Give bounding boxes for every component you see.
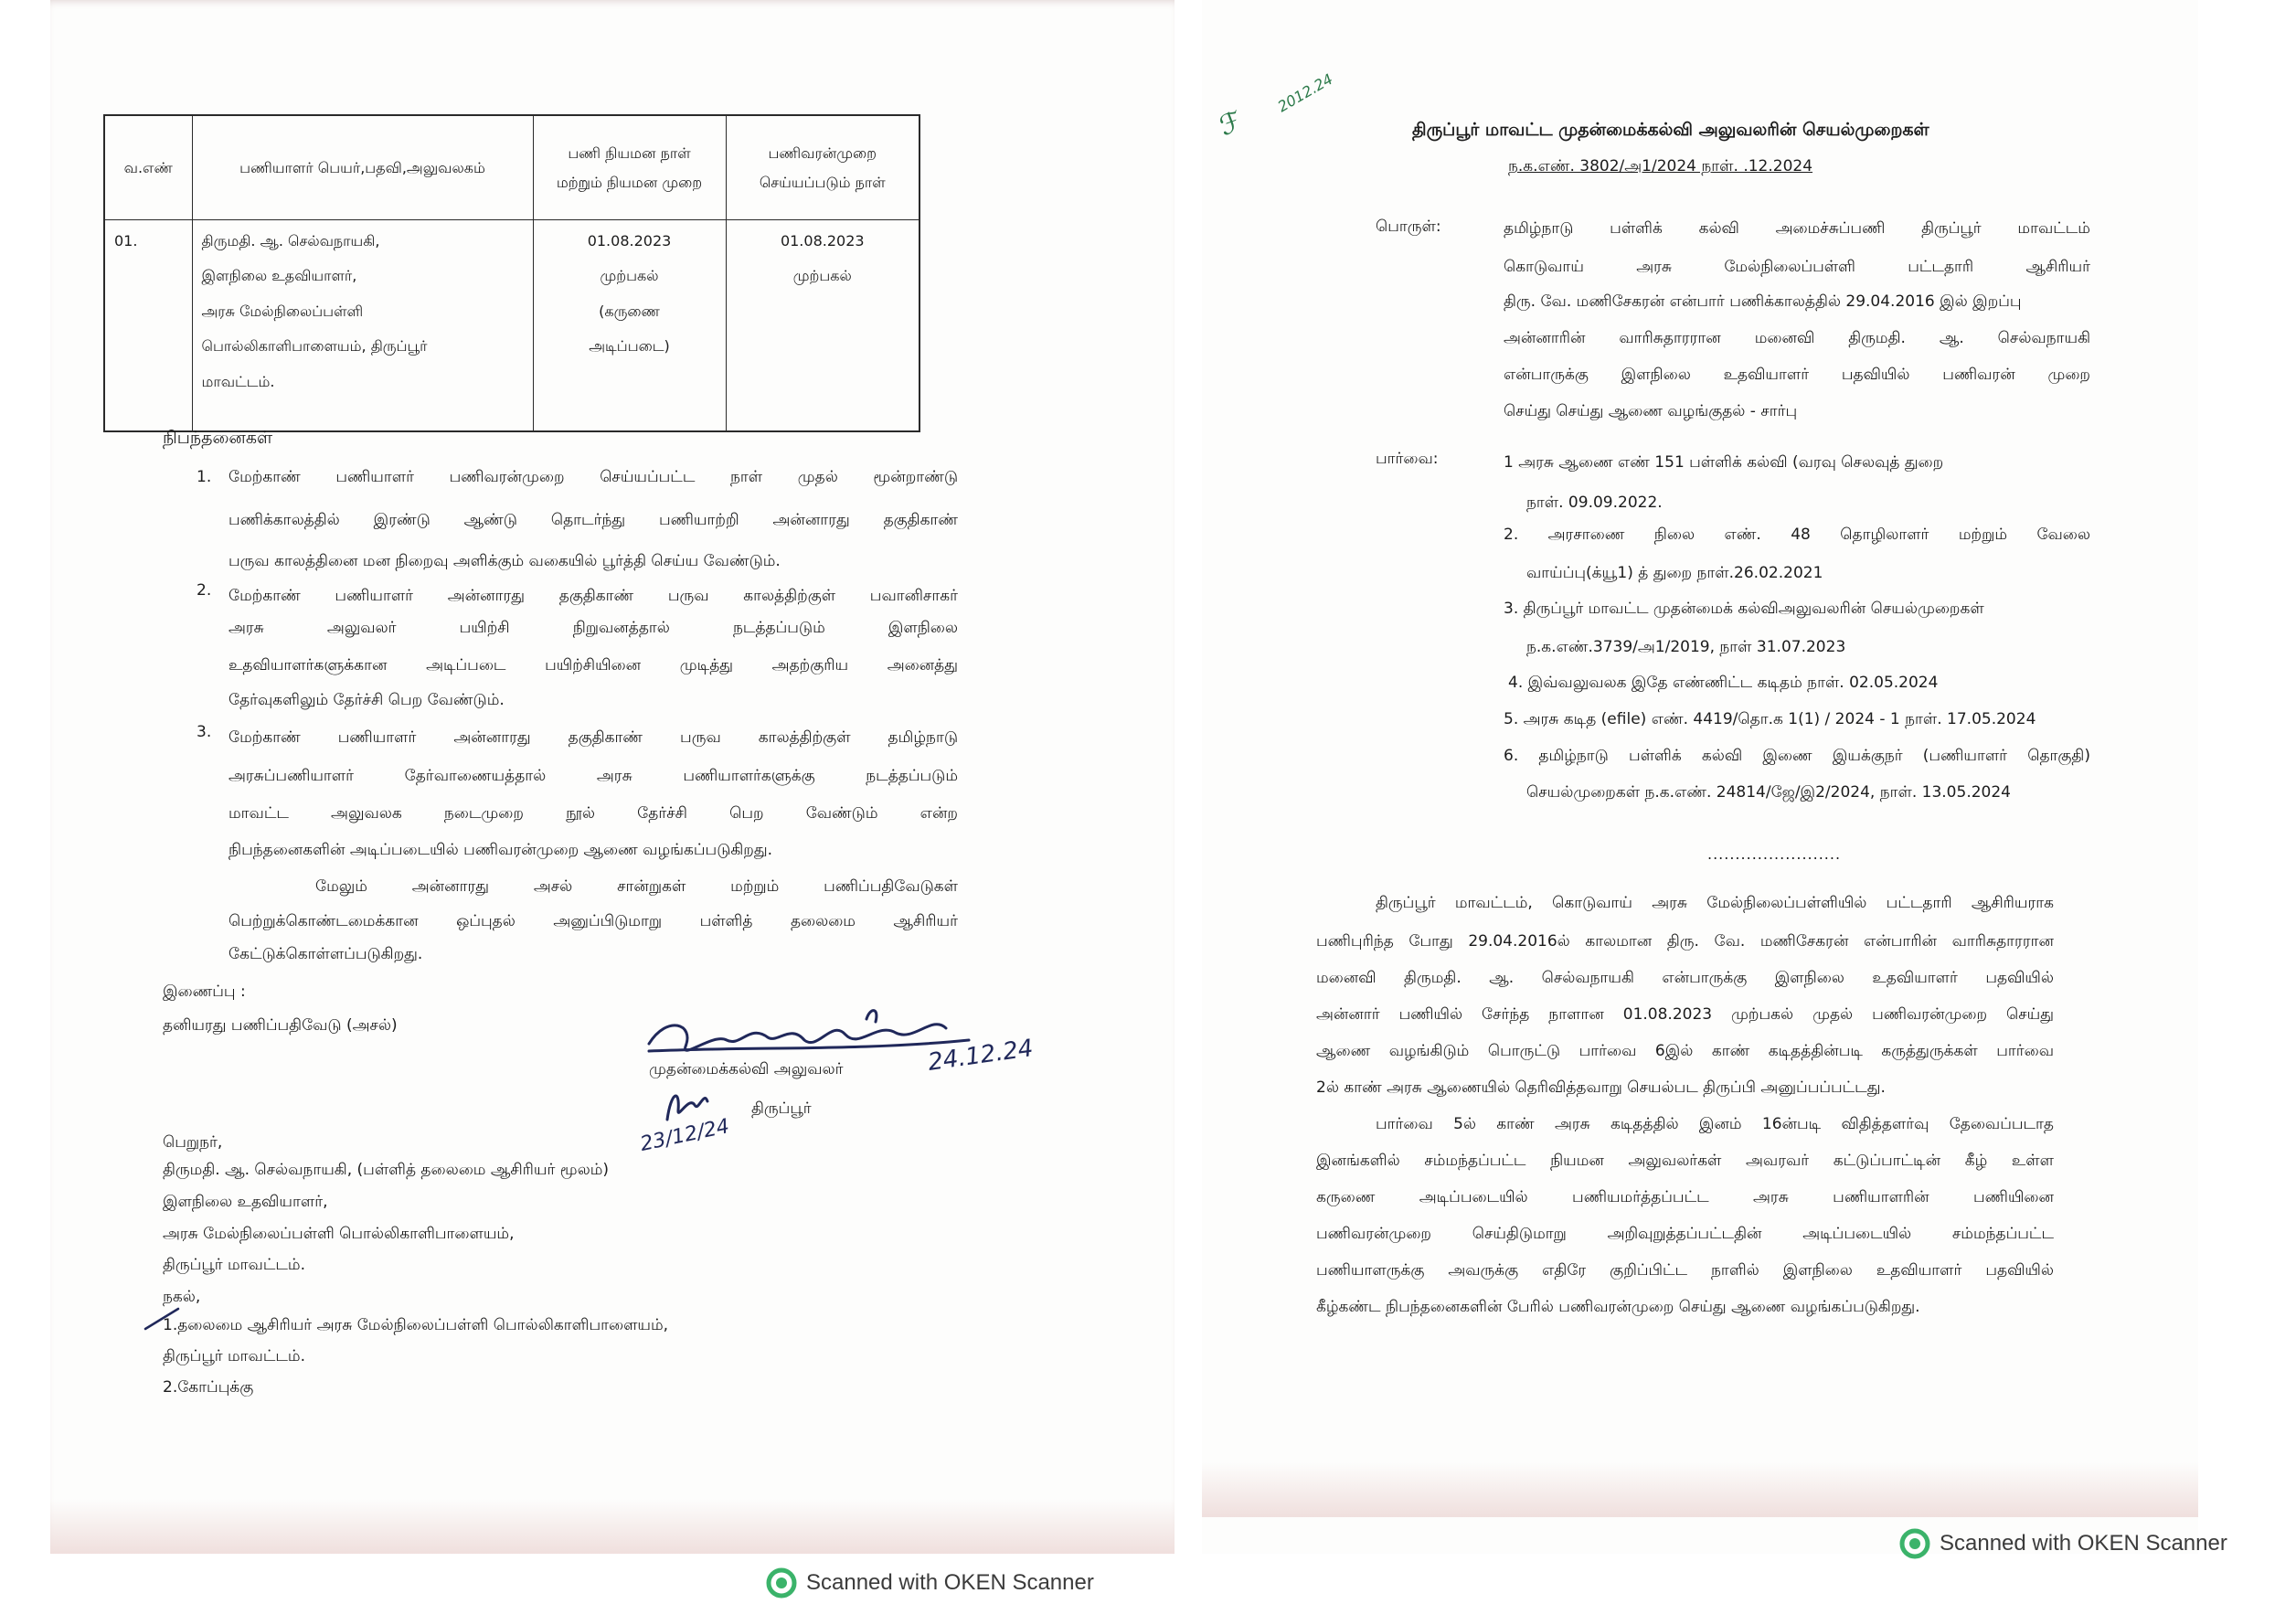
reference-number: ந.க.எண். 3802/அ1/2024 நாள். .12.2024 (1508, 157, 1813, 175)
recipient-line: திருமதி. ஆ. செல்வநாயகி, (பள்ளித் தலைமை ஆசிரியர் மூலம்) (163, 1161, 610, 1179)
scanner-watermark (766, 1567, 1094, 1599)
condition-line: பருவ காலத்தினை மன நிறைவு அளிக்கும் வகையில் பூர்த்தி செய்ய வேண்டும். (229, 552, 781, 570)
scanner-text: Scanned with OKEN Scanner (806, 1570, 1094, 1595)
regularization-line: 01.08.2023 (780, 232, 865, 250)
condition-line: மேற்காண் பணியாளர் அன்னாரது தகுதிகாண் பருவ காலத்திற்குள் தமிழ்நாடு (229, 728, 958, 747)
table-header-row (104, 115, 919, 220)
paragraph-line: ஆணை வழங்கிடும் பொருட்டு பார்வை 6இல் காண் கடிதத்தின்படி கருத்துருக்கள் பார்வை (1316, 1042, 2054, 1060)
reference-item: 6. தமிழ்நாடு பள்ளிக் கல்வி இணை இயக்குநர் (பணியாளர் தொகுதி) (1504, 747, 2090, 765)
condition-line: பணிக்காலத்தில் இரண்டு ஆண்டு தொடர்ந்து பணியாற்றி அன்னாரது தகுதிகாண் (229, 511, 958, 529)
header-regularization: பணிவரன்முறை செய்யப்படும் நாள் (726, 115, 919, 220)
scanner-logo-icon (1899, 1528, 1930, 1559)
condition-line: மேற்காண் பணியாளர் அன்னாரது தகுதிகாண் பருவ காலத்திற்குள் பவானிசாகர் (229, 587, 958, 605)
enclosure-label: இணைப்பு : (163, 983, 246, 1001)
subject-line: தமிழ்நாடு பள்ளிக் கல்வி அமைச்சுப்பணி திருப்பூர் மாவட்டம் (1504, 219, 2090, 238)
copy-line: 2.கோப்புக்கு (163, 1378, 254, 1397)
recipient-line: அரசு மேல்நிலைப்பள்ளி பொல்லிகாளிபாளையம், (163, 1225, 515, 1243)
header-appointment: பணி நியமன நாள் மற்றும் நியமன முறை (533, 115, 726, 220)
condition-number: 2. (197, 581, 212, 600)
name-line: பொல்லிகாளிபாளையம், திருப்பூர் (201, 337, 428, 356)
margin-initial: ℱ (1215, 105, 1247, 143)
cell-serial: 01. (104, 220, 192, 432)
name-line: மாவட்டம். (201, 372, 275, 390)
paragraph-line: பணிவரன்முறை செய்திடுமாறு அறிவுறுத்தப்பட்டதின் அடிப்படையில் சம்மந்தப்பட்ட (1316, 1225, 2054, 1243)
scanner-watermark (1899, 1528, 2227, 1559)
initial-date: 23/12/24 (638, 1115, 732, 1157)
name-line: இளநிலை உதவியாளர், (201, 267, 357, 285)
scanner-logo-icon (766, 1567, 797, 1599)
condition-line: தேர்வுகளிலும் தேர்ச்சி பெற வேண்டும். (229, 691, 505, 709)
order-title: திருப்பூர் மாவட்ட முதன்மைக்கல்வி அலுவலரின் செயல்முறைகள் (1412, 120, 1929, 140)
condition-line: உதவியாளர்களுக்கான அடிப்படை பயிற்சியினை முடித்து அதற்குரிய அனைத்து (229, 656, 958, 675)
copy-line: 1.தலைமை ஆசிரியர் அரசு மேல்நிலைப்பள்ளி பொல்லிகாளிபாளையம், (163, 1316, 669, 1334)
closing-line: மேலும் அன்னாரது அசல் சான்றுகள் மற்றும் பணிப்பதிவேடுகள் (315, 877, 958, 896)
reference-item: ந.க.எண்.3739/அ1/2019, நாள் 31.07.2023 (1526, 638, 1846, 656)
appointment-line: அடிப்படை) (589, 337, 670, 356)
recipient-label: பெறுநர், (163, 1133, 223, 1152)
scanner-text: Scanned with OKEN Scanner (1940, 1531, 2227, 1556)
recipient-line: இளநிலை உதவியாளர், (163, 1193, 328, 1211)
staff-table (103, 114, 920, 432)
cell-employee (192, 220, 533, 432)
condition-line: மாவட்ட அலுவலக நடைமுறை நூல் தேர்ச்சி பெற வேண்டும் என்ற (229, 804, 958, 823)
paragraph-line: இனங்களில் சம்மந்தப்பட்ட நியமன அலுவலர்கள் அவரவர் கட்டுப்பாட்டின் கீழ் உள்ள (1316, 1152, 2054, 1170)
condition-number: 3. (197, 723, 212, 741)
header-employee: பணியாளர் பெயர்,பதவி,அலுவலகம் (192, 115, 533, 220)
signature-date: 24.12.24 (926, 1035, 1036, 1077)
cell-regularization (726, 220, 919, 432)
header-serial: வ.எண் (104, 115, 192, 220)
paragraph-line: அன்னார் பணியில் சேர்ந்த நாளான 01.08.2023 முற்பகல் முதல் பணிவரன்முறை செய்து (1316, 1005, 2054, 1024)
subject-line: என்பாருக்கு இளநிலை உதவியாளர் பதவியில் பணிவரன் முறை (1504, 366, 2090, 384)
paragraph-line: கீழ்கண்ட நிபந்தனைகளின் பேரில் பணிவரன்முறை செய்து ஆணை வழங்கப்படுகிறது. (1316, 1298, 1920, 1316)
regularization-line: முற்பகல் (792, 267, 852, 285)
paragraph-line: பணிபுரிந்த போது 29.04.2016ல் காலமான திரு. வே. மணிசேகரன் என்பாரின் வாரிசுதாரரான (1316, 932, 2054, 951)
paragraph-line: மனைவி திருமதி. ஆ. செல்வநாயகி என்பாருக்கு இளநிலை உதவியாளர் பதவியில் (1316, 969, 2054, 987)
conditions-heading: நிபந்தனைகள் (163, 428, 273, 448)
paragraph-line: கருணை அடிப்படையில் பணியமர்த்தப்பட்ட அரசு பணியாளரின் பணியினை (1316, 1188, 2054, 1206)
reference-item: 5. அரசு கடித (efile) எண். 4419/தொ.க 1(1) / 2024 - 1 நாள். 17.05.2024 (1504, 710, 2036, 728)
appointment-line: முற்பகல் (600, 267, 659, 285)
subject-line: திரு. வே. மணிசேகரன் என்பார் பணிக்காலத்தில் 29.04.2016 இல் இறப்பு (1504, 292, 2022, 311)
enclosure-item: தனியரது பணிப்பதிவேடு (அசல்) (163, 1016, 398, 1035)
signatory-place: திருப்பூர் (751, 1099, 812, 1118)
margin-note: 2012.24 (1274, 69, 1336, 116)
page-edge-shadow (1202, 1462, 2198, 1517)
subject-line: அன்னாரின் வாரிசுதாரரான மனைவி திருமதி. ஆ. செல்வநாயகி (1504, 329, 2090, 347)
reference-item: 1 அரசு ஆணை எண் 151 பள்ளிக் கல்வி (வரவு செலவுத் துறை (1504, 453, 1944, 472)
reference-item: வாய்ப்பு(க்யூ1) த் துறை நாள்.26.02.2021 (1526, 564, 1823, 582)
copy-label: நகல், (163, 1288, 201, 1306)
name-line: திருமதி. ஆ. செல்வநாயகி, (201, 232, 380, 250)
subject-line: செய்து செய்து ஆணை வழங்குதல் - சார்பு (1504, 402, 1798, 420)
cell-appointment (533, 220, 726, 432)
reference-item: நாள். 09.09.2022. (1526, 494, 1663, 512)
appointment-line: (கருணை (599, 302, 660, 320)
copy-line: திருப்பூர் மாவட்டம். (163, 1347, 305, 1365)
condition-line: அரசுப்பணியாளர் தேர்வாணையத்தால் அரசு பணியாளர்களுக்கு நடத்தப்படும் (229, 767, 958, 785)
closing-line: பெற்றுக்கொண்டமைக்கான ஒப்புதல் அனுப்பிடுமாறு பள்ளித் தலைமை ஆசிரியர் (229, 912, 958, 930)
name-line: அரசு மேல்நிலைப்பள்ளி (201, 302, 364, 320)
condition-number: 1. (197, 468, 212, 486)
condition-line: நிபந்தனைகளின் அடிப்படையில் பணிவரன்முறை ஆணை வழங்கப்படுகிறது. (229, 841, 773, 859)
reference-item: செயல்முறைகள் ந.க.எண். 24814/ஜே/இ2/2024, நாள். 13.05.2024 (1526, 783, 2011, 802)
condition-line: அரசு அலுவலர் பயிற்சி நிறுவனத்தால் நடத்தப்படும் இளநிலை (229, 619, 958, 637)
appointment-line: 01.08.2023 (587, 232, 672, 250)
paragraph-line: பார்வை 5ல் காண் அரசு கடிதத்தில் இனம் 16ன்படி விதித்தளர்வு தேவைப்படாத (1376, 1115, 2054, 1133)
signatory-title: முதன்மைக்கல்வி அலுவலர் (649, 1060, 844, 1078)
references-label: பார்வை: (1376, 450, 1439, 468)
paragraph-line: பணியாளருக்கு அவருக்கு எதிரே குறிப்பிட்ட நாளில் இளநிலை உதவியாளர் பதவியில் (1316, 1261, 2054, 1280)
separator: ........................ (1707, 845, 1842, 863)
subject-line: கொடுவாய் அரசு மேல்நிலைப்பள்ளி பட்டதாரி ஆசிரியர் (1504, 258, 2090, 276)
paragraph-line: திருப்பூர் மாவட்டம், கொடுவாய் அரசு மேல்நிலைப்பள்ளியில் பட்டதாரி ஆசிரியராக (1376, 894, 2054, 912)
paragraph-line: 2ல் காண் அரசு ஆணையில் தெரிவித்தவாறு செயல்பட திருப்பி அனுப்பப்பட்டது. (1316, 1078, 1886, 1097)
page-edge-shadow (50, 1499, 1175, 1554)
subject-label: பொருள்: (1376, 218, 1441, 236)
table-row (104, 220, 919, 432)
reference-item: 4. இவ்வலுவலக இதே எண்ணிட்ட கடிதம் நாள். 02.05.2024 (1508, 674, 1939, 692)
condition-line: மேற்காண் பணியாளர் பணிவரன்முறை செய்யப்பட்ட நாள் முதல் மூன்றாண்டு (229, 468, 958, 486)
closing-line: கேட்டுக்கொள்ளப்படுகிறது. (229, 945, 423, 963)
reference-item: 3. திருப்பூர் மாவட்ட முதன்மைக் கல்விஅலுவலரின் செயல்முறைகள் (1504, 600, 1984, 618)
reference-item: 2. அரசாணை நிலை எண். 48 தொழிலாளர் மற்றும் வேலை (1504, 526, 2090, 544)
recipient-line: திருப்பூர் மாவட்டம். (163, 1256, 305, 1274)
